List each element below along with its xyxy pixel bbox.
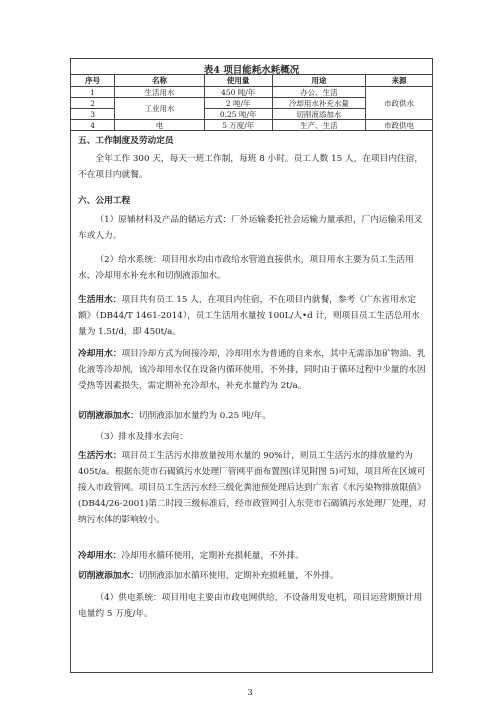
header-name: 名称 bbox=[115, 75, 204, 87]
domestic-water-label: 生活用水： bbox=[78, 295, 122, 305]
section6-heading: 六、公用工程 bbox=[78, 196, 131, 206]
table-row bbox=[71, 120, 433, 131]
header-no: 序号 bbox=[71, 75, 115, 87]
cell-source-water: 市政供水 bbox=[366, 87, 433, 120]
cutting-drain-paragraph bbox=[78, 568, 428, 584]
cooling-water-paragraph bbox=[78, 346, 428, 394]
cooling-drain-paragraph bbox=[78, 548, 428, 564]
cell-qty: 2 吨/年 bbox=[204, 98, 272, 109]
cell-use: 冷却用水补充水量 bbox=[272, 98, 365, 109]
energy-water-table bbox=[70, 74, 433, 131]
domestic-water-text: 项目共有员工 15 人，在项目内住宿，不在项目内就餐，参考《广东省用水定额》（DB44/T 1461-2014），员工生活用水量按 100L/人•d 计，则项目员工生活总用水量为 1.5t/d，即 450t/a。 bbox=[78, 295, 420, 337]
cell-no: 1 bbox=[71, 87, 115, 98]
cell-no: 4 bbox=[71, 120, 115, 131]
cell-qty: 5 万度/年 bbox=[204, 120, 272, 131]
header-source: 来源 bbox=[366, 75, 433, 87]
cell-source: 市政供电 bbox=[366, 120, 433, 131]
cutting-fluid-text: 切削液添加水量约为 0.25 吨/年。 bbox=[138, 411, 271, 421]
cell-name: 电 bbox=[115, 120, 204, 131]
cell-name: 生活用水 bbox=[115, 87, 204, 98]
storage-paragraph: （1）原辅材料及产品的储运方式：厂外运输委托社会运输力量承担，厂内运输采用叉车或人力。 bbox=[78, 215, 423, 241]
cutting-drain-label: 切削液添加水： bbox=[78, 571, 139, 581]
cell-use: 切削液添加水 bbox=[272, 109, 365, 120]
water-supply-paragraph: （2）给水系统：项目用水均由市政给水管道直接供水，项目用水主要为员工生活用水、冷却用水补充水和切削液添加水。 bbox=[78, 255, 414, 281]
drainage-heading: （3）排水及排水去向： bbox=[95, 432, 188, 442]
cell-use: 办公、生活 bbox=[272, 87, 365, 98]
cutting-drain-text: 切削液添加水循环使用，定期补充损耗量，不外排。 bbox=[138, 571, 339, 581]
table-row bbox=[71, 87, 433, 98]
cooling-drain-text: 冷却用水循环使用，定期补充损耗量，不外排。 bbox=[121, 551, 304, 561]
cell-no: 2 bbox=[71, 98, 115, 109]
cutting-fluid-paragraph bbox=[78, 408, 428, 424]
cell-qty: 450 吨/年 bbox=[204, 87, 272, 98]
section5-heading: 五、工作制度及劳动定员 bbox=[78, 136, 174, 146]
power-supply-paragraph: （4）供电系统：项目用电主要由市政电网供给，不设备用发电机，项目运营期预计用电量约 5 万度/年。 bbox=[78, 593, 423, 619]
cell-industrial-water: 工业用水 bbox=[115, 98, 204, 120]
section5-paragraph: 全年工作 300 天，每天一班工作制，每班 8 小时。员工人数 15 人，在项目内住宿，不在项目内就餐。 bbox=[78, 154, 424, 180]
cell-use: 生产、生活 bbox=[272, 120, 365, 131]
table-header-row bbox=[71, 75, 433, 87]
domestic-water-paragraph bbox=[78, 292, 428, 340]
table-title: 表4 项目能耗水耗概况 bbox=[203, 65, 300, 76]
cooling-water-text: 项目冷却方式为间接冷却，冷却用水为普通的自来水，其中无需添加矿物油、乳化液等冷却剂，该冷却用水仅在设备内循环使用，不外排，同时由于循环过程中少量的水因受热等因素损失，需定期补充冷却水，补充水量约为 2t/a。 bbox=[78, 349, 426, 391]
cell-no: 3 bbox=[71, 109, 115, 120]
cutting-fluid-label: 切削液添加水： bbox=[78, 411, 139, 421]
sewage-label: 生活污水： bbox=[78, 451, 122, 461]
header-use: 用途 bbox=[272, 75, 365, 87]
sewage-paragraph bbox=[78, 448, 428, 528]
page-number: 3 bbox=[247, 688, 253, 697]
cooling-water-label: 冷却用水： bbox=[78, 349, 122, 359]
header-qty: 使用量 bbox=[204, 75, 272, 87]
cooling-drain-label: 冷却用水： bbox=[78, 551, 122, 561]
cell-qty: 0.25 吨/年 bbox=[204, 109, 272, 120]
sewage-text: 项目员工生活污水排放量按用水量的 90%计，则员工生活污水的排放量约为 405t/a。根据东莞市石碣镇污水处理厂管网平面布置图(详见附图 5)可知，项目所在区域可接入市政管网。项目员工生活污水经三级化粪池预处理后达到广东省《水污染物排放限值》(DB44/26-2001)第二时段三级标准后，经市政管网引入东莞市石碣镇污水处理厂处理，对纳污水体的影响较小。 bbox=[78, 451, 427, 525]
